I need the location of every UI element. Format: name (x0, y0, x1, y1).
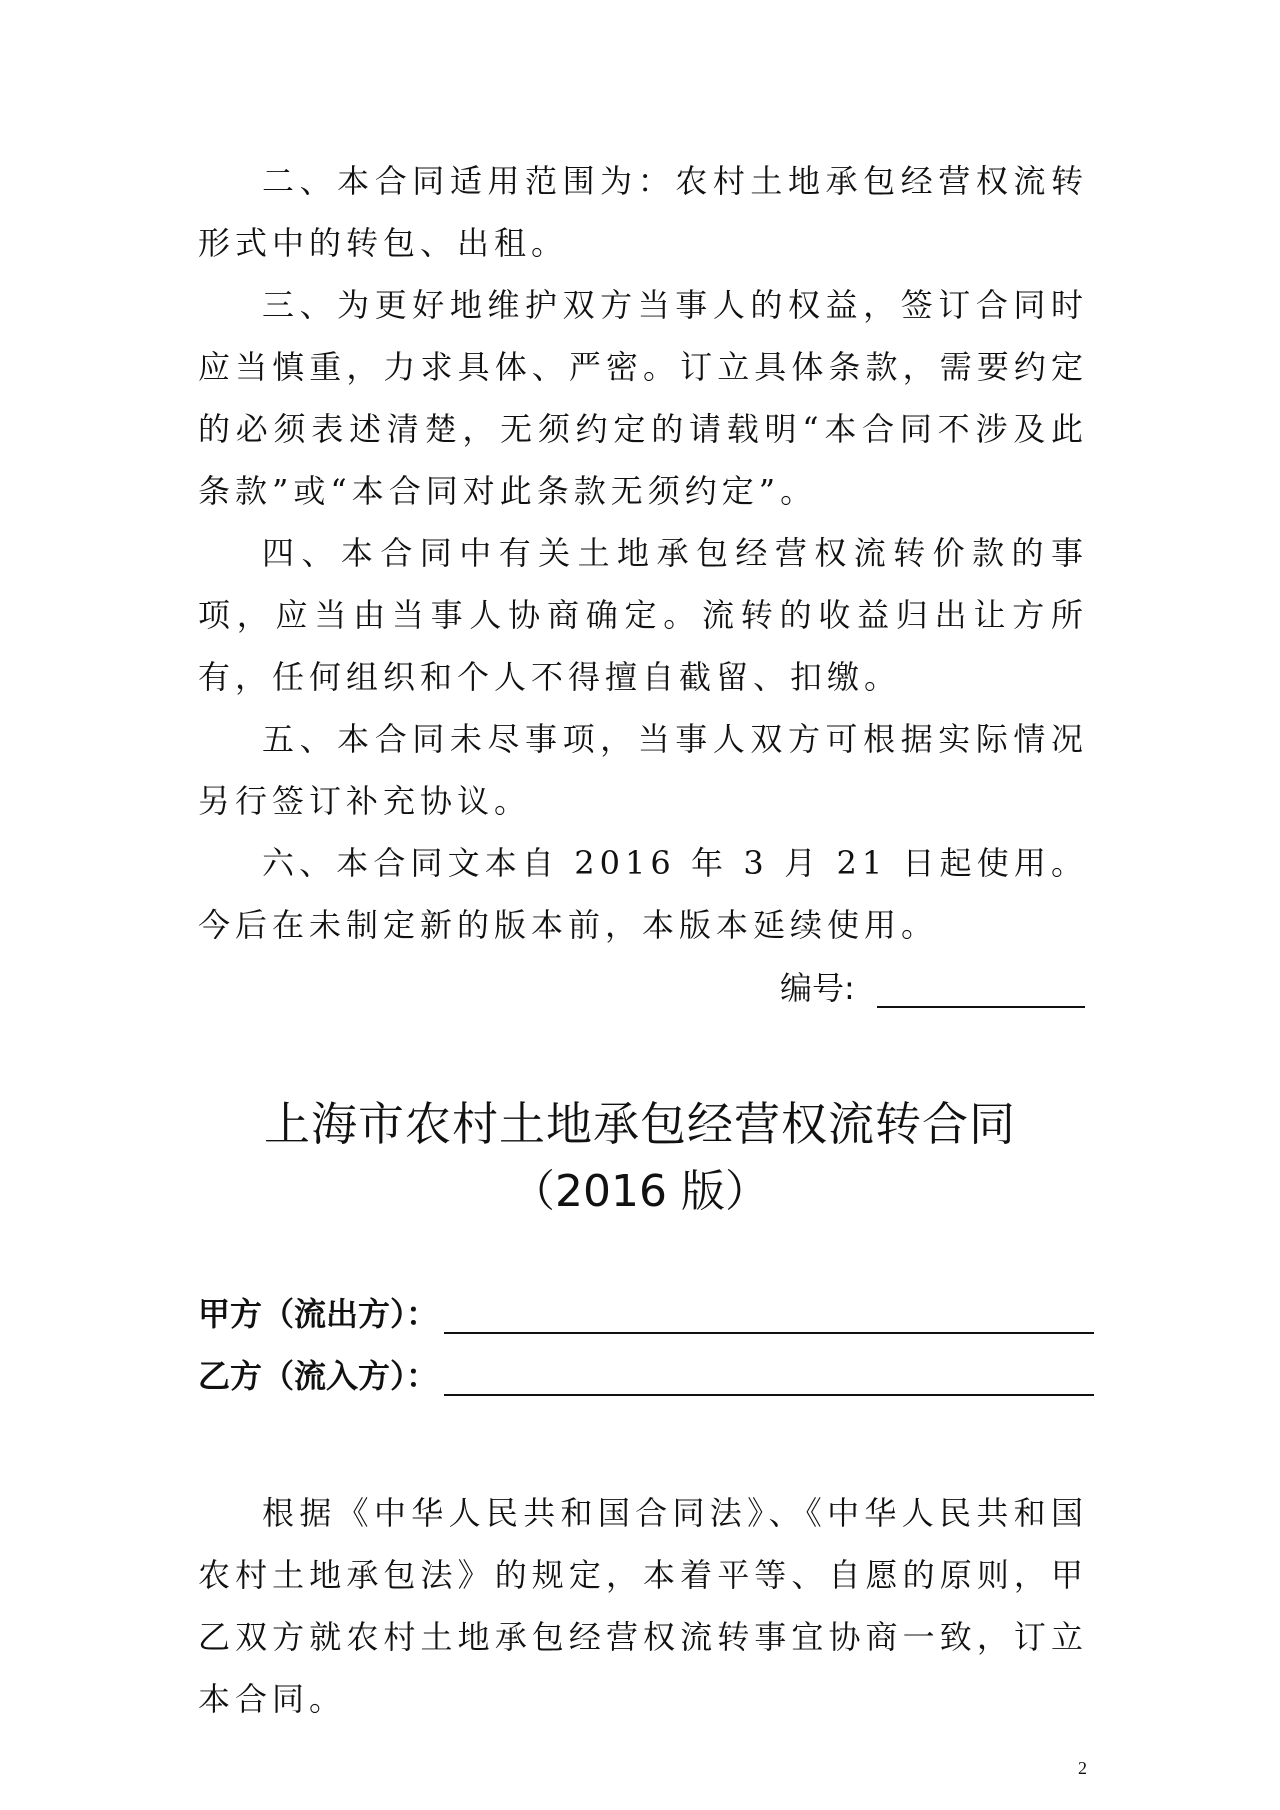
page-number: 2 (1078, 1758, 1087, 1778)
party-b-label: 乙方（流入方）： (198, 1357, 439, 1395)
party-a-label: 甲方（流出方）： (198, 1295, 439, 1333)
party-b-blank (444, 1364, 1094, 1396)
note-item-6: 六、本合同文本自 2016 年 3 月 21 日起使用。今后在未制定新的版本前，本版本延续使用。 (198, 844, 1088, 944)
note-item-2: 二、本合同适用范围为：农村土地承包经营权流转形式中的转包、出租。 (198, 162, 1088, 262)
contract-edition: （2016 版） (511, 1166, 769, 1217)
contract-title: 上海市农村土地承包经营权流转合同 (264, 1097, 1016, 1151)
note-item-3: 三、为更好地维护双方当事人的权益，签订合同时应当慎重，力求具体、严密。订立具体条款，需要约定的必须表述清楚，无须约定的请载明“本合同不涉及此条款”或“本合同对此条款无须约定”。 (198, 286, 1088, 510)
party-a-blank (444, 1302, 1094, 1334)
serial-number-label: 编号: (780, 969, 855, 1007)
party-b-field (198, 1356, 1094, 1396)
note-item-4: 四、本合同中有关土地承包经营权流转价款的事项，应当由当事人协商确定。流转的收益归出让方所有，任何组织和个人不得擅自截留、扣缴。 (198, 534, 1088, 696)
party-a-field (198, 1294, 1094, 1334)
serial-number-field (780, 968, 1085, 1008)
contract-preamble: 根据《中华人民共和国合同法》、《中华人民共和国农村土地承包法》的规定，本着平等、自愿的原则，甲乙双方就农村土地承包经营权流转事宜协商一致，订立本合同。 (198, 1494, 1088, 1718)
serial-number-blank (877, 974, 1085, 1008)
usage-notes (198, 150, 1088, 956)
note-item-5: 五、本合同未尽事项，当事人双方可根据实际情况另行签订补充协议。 (198, 720, 1088, 820)
